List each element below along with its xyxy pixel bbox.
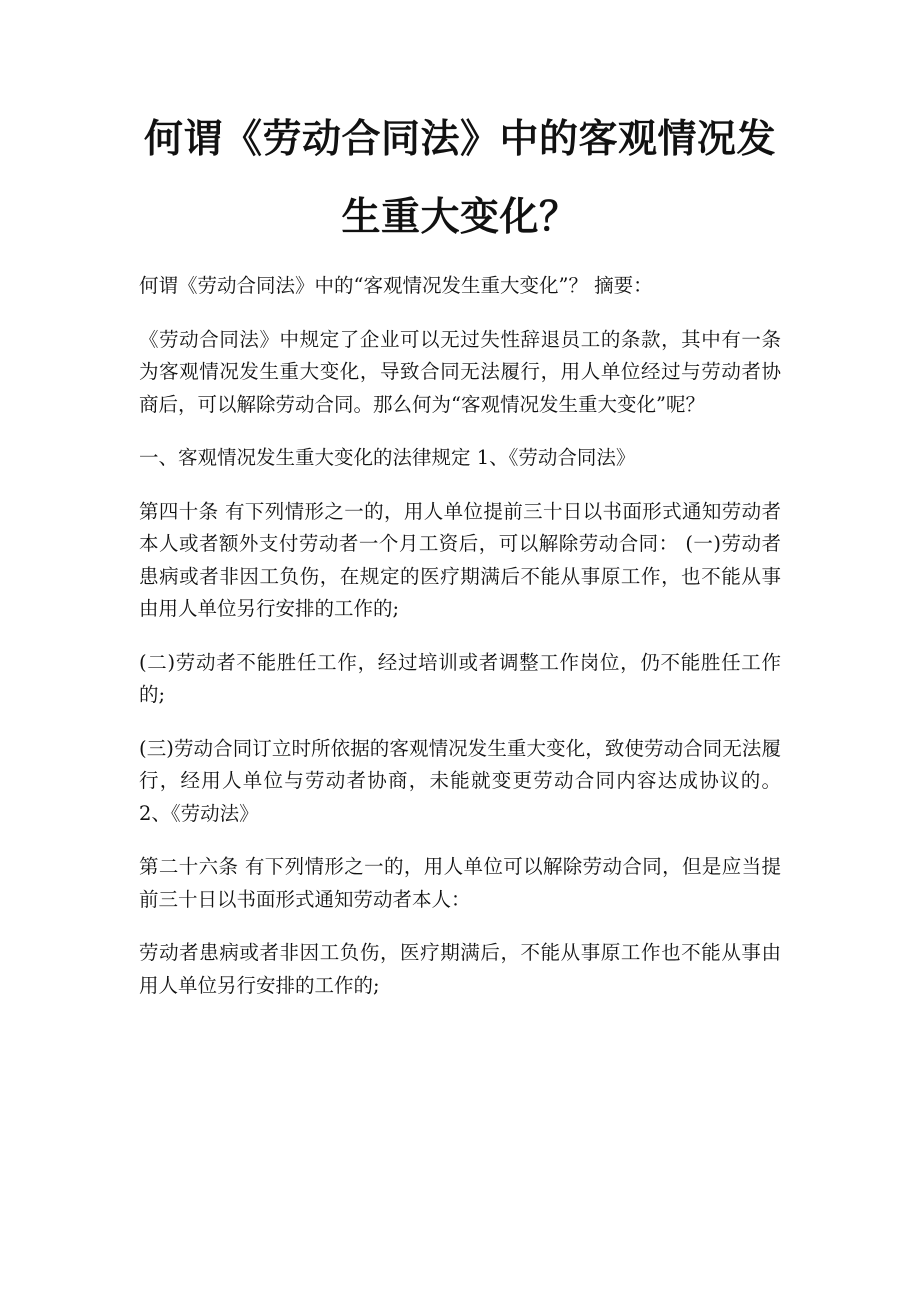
- document-title: 何谓《劳动合同法》中的客观情况发生重大变化？: [143, 116, 776, 240]
- paragraph-article-40-item-2: (二)劳动者不能胜任工作，经过培训或者调整工作岗位，仍不能胜任工作的;: [139, 650, 781, 706]
- paragraph-article-40-item-3: (三)劳动合同订立时所依据的客观情况发生重大变化，致使劳动合同无法履行，经用人单位与劳动者协商，未能就变更劳动合同内容达成协议的。 2、《劳动法》: [139, 736, 781, 825]
- section-heading-legal-provisions: 一、客观情况发生重大变化的法律规定 1、《劳动合同法》: [139, 446, 636, 469]
- paragraph-intro: 何谓《劳动合同法》中的“客观情况发生重大变化”？ 摘要：: [139, 274, 653, 297]
- paragraph-article-40: 第四十条 有下列情形之一的，用人单位提前三十日以书面形式通知劳动者本人或者额外支付劳动者一个月工资后，可以解除劳动合同： (一)劳动者患病或者非因工负伤，在规定的医疗期满后不能从事原工作，也不能从事由用人单位另行安排的工作的;: [139, 499, 781, 620]
- paragraph-article-26: 第二十六条 有下列情形之一的，用人单位可以解除劳动合同，但是应当提前三十日以书面形式通知劳动者本人：: [139, 855, 781, 911]
- paragraph-article-26-item-1: 劳动者患病或者非因工负伤，医疗期满后，不能从事原工作也不能从事由用人单位另行安排的工作的;: [139, 941, 781, 997]
- paragraph-summary: 《劳动合同法》中规定了企业可以无过失性辞退员工的条款，其中有一条为客观情况发生重大变化，导致合同无法履行，用人单位经过与劳动者协商后，可以解除劳动合同。那么何为“客观情况发生重大变化”呢？: [139, 327, 781, 416]
